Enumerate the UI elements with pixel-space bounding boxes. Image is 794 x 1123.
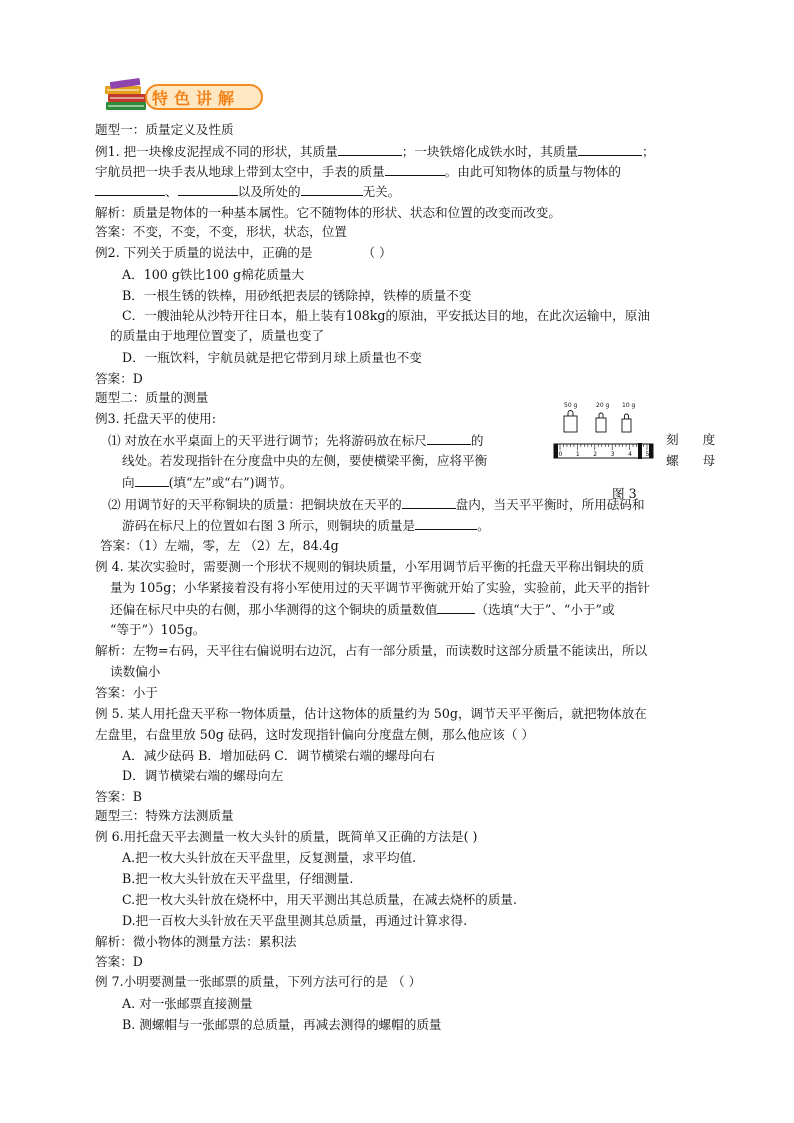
example-3-part-2-line-1: ⑵ 用调节好的天平称铜块的质量：把铜块放在天平的 盘内，当天平平衡时，所用砝码和	[108, 494, 734, 515]
analysis-1: 解析：质量是物体的一种基本属性。它不随物体的形状、状态和位置的改变而改变。	[95, 205, 561, 220]
blank	[402, 494, 456, 509]
example-6-option-b: B.把一枚大头针放在天平盘里，仔细测量.	[122, 871, 354, 886]
example-6-option-d: D.把一百枚大头针放在天平盘里测其总质量，再通过计算求得.	[122, 913, 468, 928]
weight-50g	[564, 411, 577, 432]
blank	[178, 181, 238, 196]
example-2-option-a: A．100 g铁比100 g棉花质量大	[122, 267, 305, 282]
answer-1: 答案：不变，不变，不变，形状，状态，位置	[95, 224, 347, 239]
blank	[338, 141, 402, 156]
example-5-line-1: 例 5. 某人用托盘天平称一物体质量，估计这物体的质量约为 50g，调节天平平衡后，就把物体放在	[95, 706, 647, 721]
example-4-line-3: 还偏在标尺中央的右侧，那小华测得的这个铜块的质量数值 （选填“大于”、“小于”或	[110, 599, 734, 620]
weight-label-20g: 20 g	[596, 402, 610, 409]
weight-10g	[622, 414, 631, 432]
analysis-4-line-1: 解析：左物=右码，天平往右偏说明右边沉，占有一部分质量，而读数时这部分质量不能读出，所以	[95, 643, 648, 658]
answer-3: 答案：（1）左端，零，左 （2）左，84.4g	[100, 538, 339, 553]
example-3-part-2-line-2: 游码在标尺上的位置如右图 3 所示，则铜块的质量是 。	[122, 515, 734, 536]
example-7-option-b: B. 测螺帽与一张邮票的总质量，再减去测得的螺帽的质量	[122, 1017, 442, 1032]
blank	[95, 181, 165, 196]
scale-tick-label: 2	[593, 451, 598, 458]
section-header	[100, 78, 268, 114]
example-1-line-2: 宇航员把一块手表从地球上带到太空中，手表的质量 。由此可知物体的质量与物体的	[95, 161, 734, 182]
example-5-line-2: 左盘里，右盘里放 50g 砝码，这时发现指针偏向分度盘左侧，那么他应该（ ）	[95, 727, 535, 742]
example-2-option-b: B．一根生锈的铁棒，用砂纸把表层的锈除掉，铁棒的质量不变	[122, 288, 472, 303]
example-7-option-a: A. 对一张邮票直接测量	[122, 996, 253, 1011]
example-4-line-4: “等于”）105g。	[110, 622, 206, 637]
answer-2: 答案：D	[95, 371, 143, 386]
analysis-4-line-2: 读数偏小	[110, 664, 161, 679]
blank	[578, 141, 642, 156]
answer-4: 答案：小于	[95, 685, 158, 700]
blank	[437, 599, 475, 614]
header-title: 特色讲解	[152, 89, 241, 108]
example-6-option-a: A.把一枚大头针放在天平盘里，反复测量，求平均值.	[122, 850, 417, 865]
example-1-line-3: 、 以及所处的 无关。	[95, 181, 734, 202]
figure-3-caption: 图 3	[612, 486, 637, 501]
blank	[385, 161, 445, 176]
answer-5: 答案：B	[95, 789, 143, 804]
scale-tick-label: 1	[575, 451, 580, 458]
example-5-option-d: D．调节横梁右端的螺母向左	[122, 768, 284, 783]
example-3-part-1-line-3: 向 (填“左”或“右”)调节。	[122, 472, 292, 493]
rider-scale	[554, 443, 653, 459]
weight-label-50g: 50 g	[564, 402, 578, 409]
example-2-option-c-line-1: C．一艘油轮从沙特开往日本，船上装有108kg的原油，平安抵达目的地，在此次运输中，原油	[122, 308, 650, 323]
example-7-question: 例 7.小明要测量一张邮票的质量，下列方法可行的是 （ ）	[95, 974, 422, 989]
example-5-options-a-c: A．减少砝码 B．增加砝码 C．调节横梁右端的螺母向右	[122, 748, 436, 763]
example-1-line-1: 例1. 把一块橡皮泥捏成不同的形状，其质量 ；一块铁熔化成铁水时，其质量 ；	[95, 141, 734, 162]
blank	[415, 515, 477, 530]
example-3-question: 例3. 托盘天平的使用:	[95, 411, 217, 426]
example-3-part-1-line-1: ⑴ 对放在水平桌面上的天平进行调节；先将游码放在标尺 的	[108, 430, 483, 451]
section-title-2: 题型二：质量的测量	[95, 390, 209, 405]
example-4-line-1: 例 4. 某次实验时，需要测一个形状不规则的铜块质量，小军用调节后平衡的托盘天平称出铜块的质	[95, 559, 644, 574]
figure-3-balance-weights-and-scale	[550, 400, 665, 472]
weight-20g	[596, 413, 606, 432]
blank	[135, 472, 169, 487]
blank	[301, 181, 363, 196]
example-3-scale-word: 刻 度	[666, 432, 726, 447]
example-3-part-1-line-2: 线处。若发现指针在分度盘中央的左侧，要使横梁平衡，应将平衡	[122, 453, 488, 468]
example-3-nut-word: 螺 母	[666, 453, 726, 468]
answer-6: 答案：D	[95, 954, 143, 969]
scale-tick-label: 4	[628, 451, 632, 458]
section-title-3: 题型三：特殊方法测质量	[95, 808, 234, 823]
rider	[638, 443, 642, 459]
blank	[427, 430, 471, 445]
example-2-option-d: D．一瓶饮料，宇航员就是把它带到月球上质量也不变	[122, 350, 422, 365]
example-2-question: 例2. 下列关于质量的说法中，正确的是 （ ）	[95, 245, 392, 260]
scale-tick-label: 3	[610, 451, 615, 458]
example-4-line-2: 量为 105g；小华紧接着没有将小军使用过的天平调节平衡就开始了实验，实验前，此天平的指针	[110, 580, 650, 595]
analysis-6: 解析：微小物体的测量方法：累积法	[95, 934, 297, 949]
example-6-option-c: C.把一枚大头针放在烧杯中，用天平测出其总质量，在减去烧杯的质量.	[122, 892, 518, 907]
scale-tick-label: 5	[645, 451, 650, 458]
example-6-question: 例 6.用托盘天平去测量一枚大头针的质量，既简单又正确的方法是( )	[95, 829, 478, 844]
weight-label-10g: 10 g	[622, 402, 636, 409]
section-title-1: 题型一：质量定义及性质	[95, 122, 234, 137]
scale-tick-label: 0	[558, 451, 563, 458]
example-2-option-c-line-2: 的质量由于地理位置变了，质量也变了	[110, 328, 325, 343]
